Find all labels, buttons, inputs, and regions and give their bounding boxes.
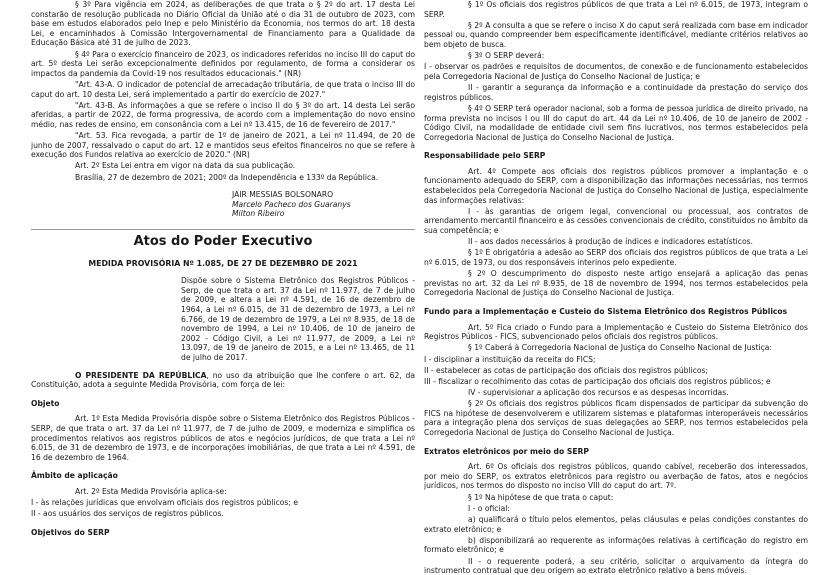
paragraph: § 3º O SERP deverá:: [468, 51, 545, 61]
ementa: Dispõe sobre o Sistema Eletrônico dos Registros Públicos - Serp, de que trata o art. 37 da Lei nº 11.977, de 7 de julho de 2009, e altera a Lei nº 4.591, de 16 de dezembro de 1964, a Lei nº 6.015, de 31 de dezembro de 1973, a Lei nº 6.766, de 19 de dezembro de 1979, a Lei nº 8.935, de 18 de novembro de 1994, a Lei nº 10.406, de 10 de janeiro de 2002 - Código Civil, a Lei nº 11.977, de 2009, a Lei nº 13.097, de 19 de janeiro de 2015, e a Lei nº 13.465, de 11 de julho de 2017.: [181, 276, 415, 362]
paragraph: § 1º Os oficiais dos registros públicos de que trata a Lei nº 6.015, de 1973, integram o SERP.: [424, 0, 808, 19]
signature-block: [31, 190, 415, 219]
paragraph: b) disponibilizará ao requerente as informações relativas à certificação do registro em formato eletrônico; e: [424, 535, 808, 555]
paragraph: II - garantir a segurança da informação e a continuidade da prestação do serviço dos registros públicos.: [424, 83, 808, 102]
paragraph: § 4º Para o exercício financeiro de 2023, os indicadores referidos no inciso III do caput do art. 5º desta Lei serão excepcionalmente definidos por regulamento, de forma a considerar os impactos da pandemia da Covid-19 nos resultados educacionais." (NR): [31, 49, 415, 78]
paragraph: Art. 1º Esta Medida Provisória dispõe sobre o Sistema Eletrônico dos Registros Públicos - SERP, de que trata o art. 37 da Lei nº 11.977, de 7 de julho de 2009, e moderniza e simplifica os procedimentos relativos aos registros públicos de atos e negócios jurídicos, de que trata a Lei nº 6.015, de 31 de dezembro de 1973, e de incorporações imobiliárias, de que trata a Lei nº 4.591, de 16 de dezembro de 1964.: [31, 414, 415, 462]
section-heading: Extratos eletrônicos por meio do SERP: [424, 446, 589, 456]
paragraph: § 1º É obrigatória a adesão ao SERP dos oficiais dos registros públicos de que trata a Lei nº 6.015, de 1973, ou dos responsáveis interinos pelo expediente.: [424, 248, 808, 267]
section-heading: Objetivos do SERP: [31, 527, 110, 537]
paragraph: Art. 2º Esta Medida Provisória aplica-se:: [75, 486, 227, 496]
paragraph: § 4º O SERP terá operador nacional, sob a forma de pessoa jurídica de direito privado, na forma prevista no incisos I ou III do caput do art. 44 da Lei nº 10.406, de 10 de janeiro de 2002 - Código Civil, na modalidade de entidade civil sem fins lucrativos, nos termos estabelecidos pela Corregedoria Nacional de Justiça do Conselho Nacional de Justiça.: [424, 103, 808, 142]
paragraph: III - fiscalizar o recolhimento das cotas de participação dos oficiais dos registros públicos; e: [424, 376, 771, 386]
paragraph: Art. 6º Os oficiais dos registros públicos, quando cabível, receberão dos interessados, por meio do SERP, os extratos eletrônicos para registro ou averbação de fatos, atos e negócios jurídicos, nos termos do disposto no inciso VIII do caput do art. 7º.: [424, 462, 808, 491]
paragraph: Art. 4º Compete aos oficiais dos registros públicos promover a implantação e o funcionamento adequado do SERP, com a disponibilização das informações necessárias, nos termos estabelecidos pela Corregedoria Nacional de Justiça do Conselho Nacional de Justiça, especialmente das informações relativas:: [424, 166, 808, 205]
paragraph: I - observar os padrões e requisitos de documentos, de conexão e de funcionamento estabelecidos pela Corregedoria Nacional de Justiça do Conselho Nacional de Justiça; e: [424, 62, 808, 81]
paragraph: § 2º O descumprimento do disposto neste artigo ensejará a aplicação das penas previstas no art. 32 da Lei nº 8.935, de 18 de novembro de 1994, nos termos estabelecidos pela Corregedoria Nacional de Justiça do Conselho Nacional de Justiça.: [424, 269, 808, 298]
paragraph: Art. 2º Esta Lei entra em vigor na data da sua publicação.: [75, 161, 296, 171]
paragraph: II - aos dados necessários à produção de índices e indicadores estatísticos.: [468, 237, 753, 247]
section-heading: Âmbito de aplicação: [31, 471, 118, 481]
provisional-measure-title: MEDIDA PROVISÓRIA Nº 1.085, DE 27 DE DEZEMBRO DE 2021: [88, 258, 358, 268]
paragraph: § 2º A consulta a que se refere o inciso X do caput será realizada com base em indicador pessoal ou, quando compreender bem especificamente identificável, mediante critérios relativos ao bem objeto de busca.: [424, 20, 808, 49]
paragraph: § 1º Na hipótese de que trata o caput:: [468, 492, 614, 502]
paragraph: "Art. 53. Fica revogada, a partir de 1º de janeiro de 2021, a Lei nº 11.494, de 20 de junho de 2007, ressalvado o caput do art. 12 e mantidos seus efeitos financeiros no que se refere à execução dos Fundos relativa ao exercício de 2020." (NR): [31, 131, 415, 160]
section-banner: Atos do Poder Executivo: [31, 229, 415, 247]
preamble-bold: O PRESIDENTE DA REPÚBLICA: [75, 370, 207, 380]
right-column: [424, 0, 808, 575]
section-heading: Responsabilidade pelo SERP: [424, 151, 546, 161]
paragraph: "Art. 43-B. As informações a que se refere o inciso II do § 3º do art. 14 desta Lei serão aferidas, a partir de 2022, de forma progressiva, de acordo com a implementação do novo ensino médio, nas redes de ensino, em consonância com a Lei nº 13.415, de 16 de fevereiro de 2017.": [31, 100, 415, 129]
paragraph: Art. 5º Fica criado o Fundo para a Implementação e Custeio do Sistema Eletrônico dos Registros Públicos - FICS, subvencionado pelos oficiais dos registros públicos.: [424, 322, 808, 342]
paragraph: IV - supervisionar a aplicação dos recursos e as despesas incorridas.: [468, 388, 729, 398]
paragraph: I - o oficial:: [468, 503, 510, 513]
paragraph: § 1º Caberá à Corregedoria Nacional de Justiça do Conselho Nacional de Justiça:: [468, 343, 772, 353]
paragraph: I - às garantias de origem legal, convencional ou processual, aos contratos de arrendamento mercantil financeiro e às cessões convencionais de crédito, constituídos no âmbito da sua competência; e: [424, 206, 808, 236]
paragraph: § 2º Os oficiais dos registros públicos ficam dispensados de participar da subvenção do FICS na hipótese de desenvolverem e utilizarem sistemas e plataformas interoperáveis necessários para a integração plena dos serviços de suas delegações ao SERP, nos termos estabelecidos pela Corregedoria Nacional de Justiça do Conselho Nacional de Justiça.: [424, 399, 808, 438]
section-heading: Objeto: [31, 398, 60, 408]
preamble: [31, 371, 415, 390]
paragraph: I - disciplinar a instituição da receita do FICS;: [424, 354, 596, 364]
paragraph: "Art. 43-A. O indicador de potencial de arrecadação tributária, de que trata o inciso III do caput do art. 10 desta Lei, será implementado a partir do exercício de 2027.": [31, 79, 415, 99]
signatory-minister: Marcelo Pacheco dos Guaranys: [232, 199, 351, 209]
paragraph: Brasília, 27 de dezembro de 2021; 200º da Independência e 133º da República.: [75, 172, 379, 182]
paragraph: a) qualificará o título pelos elementos, pelas cláusulas e pelas condições constantes do extrato eletrônico; e: [424, 515, 808, 534]
paragraph: II - aos usuários dos serviços de registros públicos.: [31, 509, 224, 519]
section-heading: Fundo para a Implementação e Custeio do Sistema Eletrônico dos Registros Públicos: [424, 306, 788, 316]
paragraph: II - o requerente poderá, a seu critério, solicitar o arquivamento da íntegra do instrumento contratual que deu origem ao extrato eletrônico relativo a bens móveis.: [424, 556, 808, 575]
paragraph: II - estabelecer as cotas de participação dos oficiais dos registros públicos;: [424, 365, 709, 375]
left-column: [31, 0, 415, 575]
paragraph: § 3º Para vigência em 2024, as deliberações de que trata o § 2º do art. 17 desta Lei constarão de resolução publicada no Diário Oficial da União até o dia 31 de outubro de 2023, com base em estudos elaborados pelo Inep e pelo Ministério da Economia, nos termos do art. 18 desta Lei, e encaminhados à Comissão Intergovernamental de Financiamento para a Qualidade da Educação Básica até 31 de julho de 2023.: [31, 0, 415, 48]
paragraph: I - às relações jurídicas que envolvam oficiais dos registros públicos; e: [31, 498, 299, 508]
signatory-president: JAIR MESSIAS BOLSONARO: [232, 190, 334, 200]
preamble-rest: , no uso da atribuição que lhe confere o art. 62, da Constituição, adota a seguinte Medida Provisória, com força de lei:: [31, 370, 415, 390]
signatory-minister: Milton Ribeiro: [232, 209, 285, 219]
